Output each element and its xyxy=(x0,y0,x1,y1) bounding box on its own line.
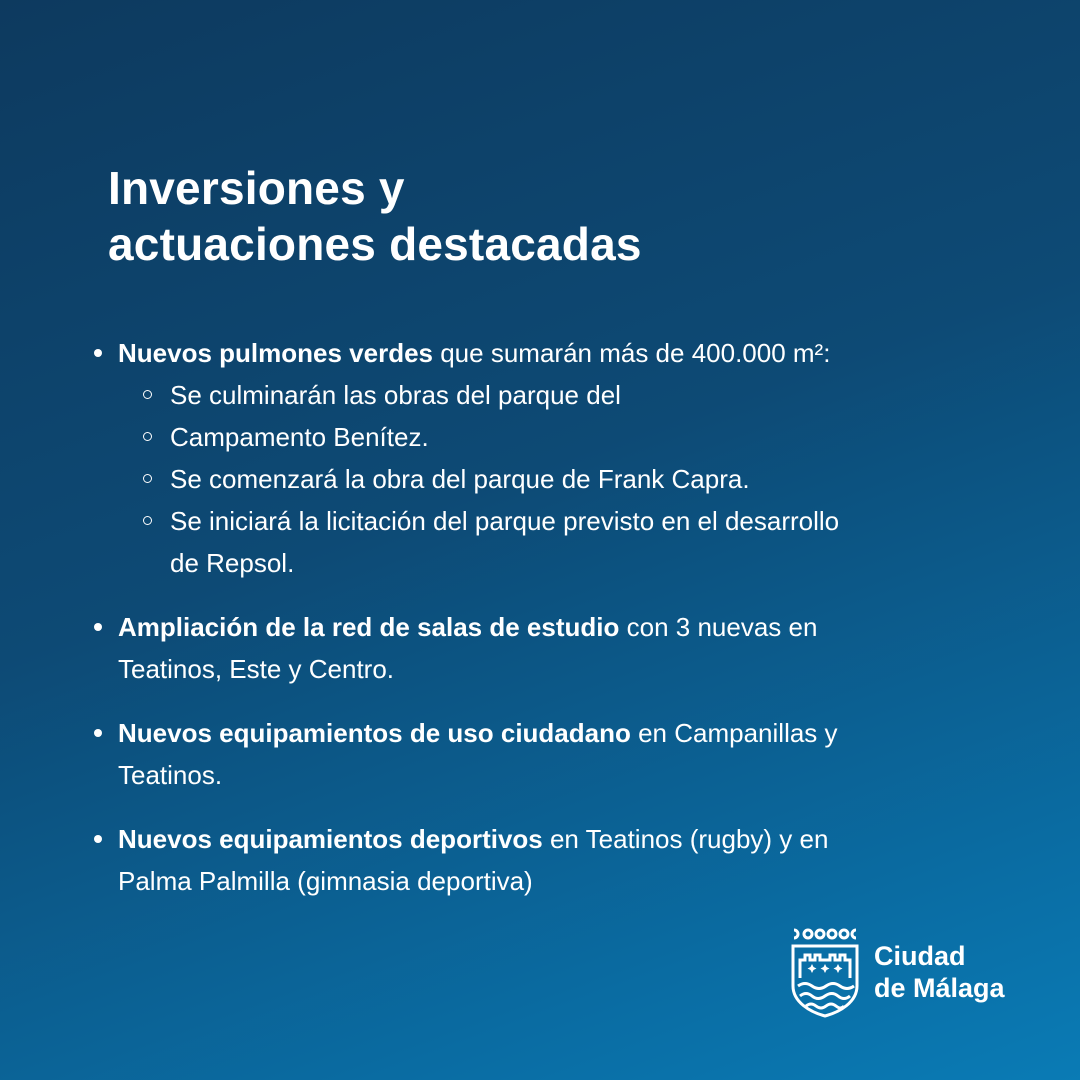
sublist-item: Se iniciará la licitación del parque previsto en el desarrollo xyxy=(118,500,980,542)
list-item-green-lungs xyxy=(90,332,980,584)
sublist-item: Se culminarán las obras del parque del xyxy=(118,374,980,416)
malaga-shield-icon xyxy=(790,926,860,1018)
item-text: que sumarán más de 400.000 m²: xyxy=(433,338,831,368)
item-text: con 3 nuevas en xyxy=(619,612,818,642)
logo-wordmark xyxy=(874,940,1005,1004)
sublist-item: Campamento Benítez. xyxy=(118,416,980,458)
item-bold-text: Nuevos equipamientos de uso ciudadano xyxy=(118,718,631,748)
title-line-2: actuaciones destacadas xyxy=(108,218,642,270)
sublist-item-continuation: de Repsol. xyxy=(170,548,295,578)
ciudad-de-malaga-logo xyxy=(790,926,1040,1018)
sublist-item: Se comenzará la obra del parque de Frank Capra. xyxy=(118,458,980,500)
list-item-civic-facilities xyxy=(90,712,980,796)
item-text: en Campanillas y xyxy=(630,718,838,748)
item-text-continuation: Palma Palmilla (gimnasia deportiva) xyxy=(118,866,533,896)
page-title xyxy=(108,160,968,272)
list-item-sports-facilities xyxy=(90,818,980,902)
list-item-study-rooms xyxy=(90,606,980,690)
logo-line-1: Ciudad xyxy=(874,941,966,971)
green-lungs-sublist xyxy=(118,374,980,584)
item-bold-text: Ampliación de la red de salas de estudio xyxy=(118,612,620,642)
item-bold-text: Nuevos pulmones verdes xyxy=(118,338,433,368)
item-text-continuation: Teatinos. xyxy=(118,760,223,790)
item-bold-text: Nuevos equipamientos deportivos xyxy=(118,824,543,854)
title-line-1: Inversiones y xyxy=(108,162,405,214)
item-text-continuation: Teatinos, Este y Centro. xyxy=(118,654,395,684)
logo-line-2: de Málaga xyxy=(874,973,1005,1003)
investments-list xyxy=(90,332,980,924)
item-text: en Teatinos (rugby) y en xyxy=(542,824,829,854)
